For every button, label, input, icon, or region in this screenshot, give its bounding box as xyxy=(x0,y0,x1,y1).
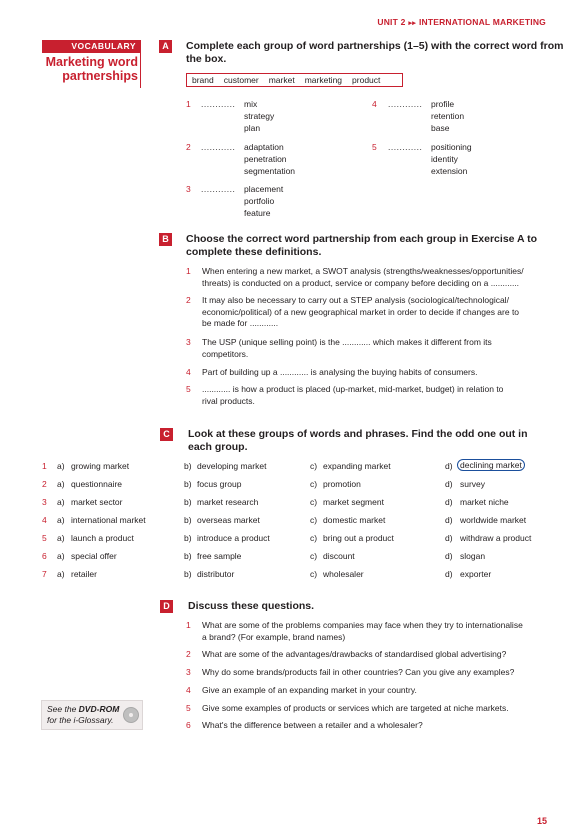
option-letter: c) xyxy=(310,479,318,489)
group-number: 1 xyxy=(186,99,191,109)
discussion-item xyxy=(186,620,552,643)
option-letter: a) xyxy=(57,479,65,489)
group-word: segmentation xyxy=(244,166,296,176)
item-text: The USP (unique selling point) is the ............ which makes it different from its xyxy=(202,337,492,347)
item-text: It may also be necessary to carry out a STEP analysis (sociological/technological/ xyxy=(202,295,509,305)
group-number: 5 xyxy=(372,142,377,152)
option-c[interactable]: expanding market xyxy=(323,461,391,471)
option-a[interactable]: retailer xyxy=(71,569,97,579)
definition-item xyxy=(186,384,552,407)
item-text: threats) is conducted on a product, service or company before deciding on a ............ xyxy=(202,277,520,288)
word-box-item: customer xyxy=(223,75,259,85)
option-d[interactable]: slogan xyxy=(460,551,486,561)
row-number: 4 xyxy=(42,515,47,525)
definition-item xyxy=(186,295,552,330)
option-letter: b) xyxy=(184,551,192,561)
group-word: feature xyxy=(244,208,271,218)
group-word: base xyxy=(431,123,450,133)
option-letter: c) xyxy=(310,497,318,507)
item-number: 1 xyxy=(186,620,191,630)
section-d-instruction: Discuss these questions. xyxy=(188,600,315,612)
option-letter: d) xyxy=(445,479,453,489)
section-b-badge: B xyxy=(159,233,172,246)
dvd-note-text: See the xyxy=(47,704,79,714)
row-number: 2 xyxy=(42,479,47,489)
option-letter: c) xyxy=(310,533,318,543)
answer-blank[interactable]: ............ xyxy=(201,142,236,152)
option-letter: b) xyxy=(184,461,192,471)
option-letter: d) xyxy=(445,533,453,543)
option-letter: a) xyxy=(57,569,65,579)
option-b[interactable]: introduce a product xyxy=(197,533,270,543)
option-d[interactable]: survey xyxy=(460,479,486,489)
option-a[interactable]: market sector xyxy=(71,497,123,507)
group-word: adaptation xyxy=(244,142,284,152)
word-box xyxy=(186,73,403,87)
option-letter: c) xyxy=(310,551,318,561)
word-box-item: market xyxy=(268,75,295,85)
option-letter: c) xyxy=(310,515,318,525)
group-word: penetration xyxy=(244,154,287,164)
section-c-badge: C xyxy=(160,428,173,441)
option-b[interactable]: distributor xyxy=(197,569,235,579)
disc-icon xyxy=(123,707,139,723)
group-words xyxy=(431,141,472,177)
item-text: economic/political) of a new geographical market in order to decide if changes are to xyxy=(202,306,520,317)
discussion-item xyxy=(186,667,552,679)
row-number: 7 xyxy=(42,569,47,579)
group-word: retention xyxy=(431,111,465,121)
discussion-item xyxy=(186,685,552,697)
option-c[interactable]: promotion xyxy=(323,479,361,489)
definition-item xyxy=(186,266,552,289)
option-letter: d) xyxy=(445,551,453,561)
item-text: Part of building up a ............ is analysing the buying habits of consumers. xyxy=(202,367,478,377)
option-a[interactable]: launch a product xyxy=(71,533,134,543)
item-number: 5 xyxy=(186,384,191,394)
item-number: 5 xyxy=(186,703,191,713)
row-number: 3 xyxy=(42,497,47,507)
group-word: portfolio xyxy=(244,196,275,206)
item-number: 6 xyxy=(186,720,191,730)
group-words xyxy=(244,183,283,219)
item-text: What are some of the problems companies may face when they try to internationalise xyxy=(202,620,523,630)
option-c[interactable]: bring out a product xyxy=(323,533,394,543)
section-c-instruction-line2: each group. xyxy=(188,440,248,453)
definition-item xyxy=(186,367,552,379)
odd-one-out-row xyxy=(42,515,542,527)
option-b[interactable]: focus group xyxy=(197,479,242,489)
vocabulary-label: VOCABULARY xyxy=(42,40,140,53)
item-text: When entering a new market, a SWOT analysis (strengths/weaknesses/opportunities/ xyxy=(202,266,524,276)
option-c[interactable]: domestic market xyxy=(323,515,386,525)
group-word: profile xyxy=(431,99,455,109)
option-d[interactable]: withdraw a product xyxy=(460,533,532,543)
group-number: 2 xyxy=(186,142,191,152)
answer-blank[interactable]: ............ xyxy=(388,142,423,152)
option-a[interactable]: growing market xyxy=(71,461,130,471)
word-box-item: brand xyxy=(192,75,214,85)
option-d[interactable]: worldwide market xyxy=(460,515,527,525)
page-number: 15 xyxy=(536,816,547,826)
group-number: 3 xyxy=(186,184,191,194)
odd-one-out-row xyxy=(42,569,542,581)
item-text: rival products. xyxy=(202,395,255,406)
item-text: a brand? (For example, brand names) xyxy=(202,631,346,642)
option-a[interactable]: special offer xyxy=(71,551,117,561)
section-b-instruction-line2: complete these definitions. xyxy=(186,245,322,258)
item-number: 3 xyxy=(186,667,191,677)
option-letter: b) xyxy=(184,479,192,489)
option-letter: d) xyxy=(445,515,453,525)
word-box-item: product xyxy=(352,75,381,85)
word-box-item: marketing xyxy=(304,75,343,85)
item-text: Why do some brands/products fail in other countries? Can you give any examples? xyxy=(202,667,515,677)
option-letter: a) xyxy=(57,461,65,471)
option-c[interactable]: market segment xyxy=(323,497,384,507)
unit-topic: INTERNATIONAL MARKETING xyxy=(418,17,546,27)
option-a[interactable]: international market xyxy=(71,515,146,525)
group-word: plan xyxy=(244,123,261,133)
option-letter: a) xyxy=(57,551,65,561)
answer-blank[interactable]: ............ xyxy=(201,184,236,194)
vocabulary-divider xyxy=(140,40,141,88)
section-a-instruction xyxy=(186,40,563,65)
option-d[interactable]: market niche xyxy=(460,497,509,507)
section-d-badge: D xyxy=(160,600,173,613)
option-d[interactable]: exporter xyxy=(460,569,492,579)
item-number: 2 xyxy=(186,295,191,305)
option-b[interactable]: developing market xyxy=(197,461,267,471)
option-letter: a) xyxy=(57,515,65,525)
group-word: identity xyxy=(431,154,458,164)
item-number: 3 xyxy=(186,337,191,347)
option-a[interactable]: questionnaire xyxy=(71,479,123,489)
vocabulary-title-line1: Marketing word xyxy=(45,55,138,69)
item-text: Give an example of an expanding market in your country. xyxy=(202,685,417,695)
section-c-instruction-line1: Look at these groups of words and phrases. Find the odd one out in xyxy=(188,428,528,440)
option-c[interactable]: wholesaler xyxy=(323,569,364,579)
vocabulary-title xyxy=(40,55,138,83)
section-b-instruction-line1: Choose the correct word partnership from each group in Exercise A to xyxy=(186,233,538,245)
header-arrows: ▸▸ xyxy=(408,20,416,27)
group-words xyxy=(244,98,274,134)
section-c-instruction xyxy=(188,428,528,453)
option-letter: d) xyxy=(445,497,453,507)
item-text: What's the difference between a retailer and a wholesaler? xyxy=(202,720,423,730)
option-letter: b) xyxy=(184,533,192,543)
option-b[interactable]: overseas market xyxy=(197,515,260,525)
answer-blank[interactable]: ............ xyxy=(388,99,423,109)
item-text: ............ is how a product is placed (up-market, mid-market, budget) in relation to xyxy=(202,384,504,394)
group-word: mix xyxy=(244,99,258,109)
group-word: positioning xyxy=(431,142,472,152)
item-text: Give some examples of products or services which are targeted at niche markets. xyxy=(202,703,509,713)
row-number: 1 xyxy=(42,461,47,471)
item-number: 4 xyxy=(186,367,191,377)
option-letter: c) xyxy=(310,461,318,471)
dvd-note-line2: for the i-Glossary. xyxy=(47,715,114,725)
item-number: 4 xyxy=(186,685,191,695)
odd-one-out-row xyxy=(42,479,542,491)
section-a-badge: A xyxy=(159,40,172,53)
option-b[interactable]: market research xyxy=(197,497,259,507)
group-word: placement xyxy=(244,184,284,194)
answer-blank[interactable]: ............ xyxy=(201,99,236,109)
option-letter: b) xyxy=(184,497,192,507)
item-text: competitors. xyxy=(202,348,249,359)
item-number: 1 xyxy=(186,266,191,276)
unit-header xyxy=(377,17,546,27)
option-letter: c) xyxy=(310,569,318,579)
option-b[interactable]: free sample xyxy=(197,551,242,561)
group-word: extension xyxy=(431,166,468,176)
option-letter: d) xyxy=(445,569,453,579)
section-b-instruction xyxy=(186,233,537,258)
discussion-item xyxy=(186,720,552,732)
option-letter: b) xyxy=(184,569,192,579)
unit-label: UNIT 2 xyxy=(377,17,406,27)
option-letter: d) xyxy=(445,461,453,471)
group-word: strategy xyxy=(244,111,275,121)
definition-item xyxy=(186,337,552,360)
item-text: be made for ............ xyxy=(202,318,279,328)
option-letter: a) xyxy=(57,497,65,507)
odd-one-out-row xyxy=(42,533,542,545)
dvd-rom-note xyxy=(41,700,143,730)
option-d-circled[interactable]: declining market xyxy=(457,459,525,471)
option-letter: a) xyxy=(57,533,65,543)
option-letter: b) xyxy=(184,515,192,525)
row-number: 6 xyxy=(42,551,47,561)
discussion-item xyxy=(186,703,552,715)
odd-one-out-row xyxy=(42,497,542,509)
section-a-instruction-line1: Complete each group of word partnerships (1–5) with the correct word from xyxy=(186,40,564,52)
row-number: 5 xyxy=(42,533,47,543)
option-c[interactable]: discount xyxy=(323,551,355,561)
vocabulary-title-line2: partnerships xyxy=(62,69,138,83)
discussion-item xyxy=(186,649,552,661)
dvd-note-bold: DVD-ROM xyxy=(78,704,120,714)
group-words xyxy=(431,98,464,134)
item-number: 2 xyxy=(186,649,191,659)
group-words xyxy=(244,141,295,177)
odd-one-out-row xyxy=(42,461,542,473)
section-a-instruction-line2: the box. xyxy=(186,52,227,65)
item-text: What are some of the advantages/drawbacks of standardised global advertising? xyxy=(202,649,507,659)
group-number: 4 xyxy=(372,99,377,109)
odd-one-out-row xyxy=(42,551,542,563)
